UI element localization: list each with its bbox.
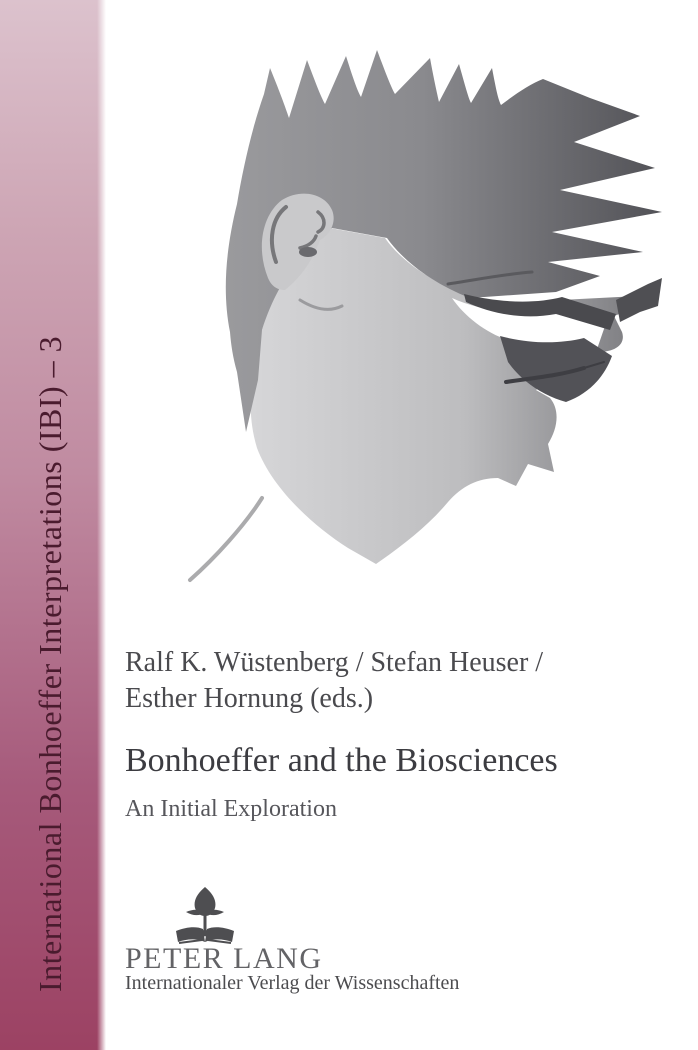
publisher-name: PETER LANG (125, 942, 323, 975)
editors-line1: Ralf K. Wüstenberg / Stefan Heuser / (125, 647, 544, 678)
spine-band (0, 0, 106, 1050)
peter-lang-logo-icon (172, 886, 238, 946)
editors-line2: Esther Hornung (eds.) (125, 683, 374, 714)
spine-series-title: International Bonhoeffer Interpretations (IBI) – 3 (31, 335, 68, 992)
publisher-subtitle: Internationaler Verlag der Wissenschaften (125, 972, 460, 994)
book-subtitle: An Initial Exploration (125, 796, 337, 822)
book-title: Bonhoeffer and the Biosciences (125, 742, 558, 779)
editors (125, 645, 543, 717)
